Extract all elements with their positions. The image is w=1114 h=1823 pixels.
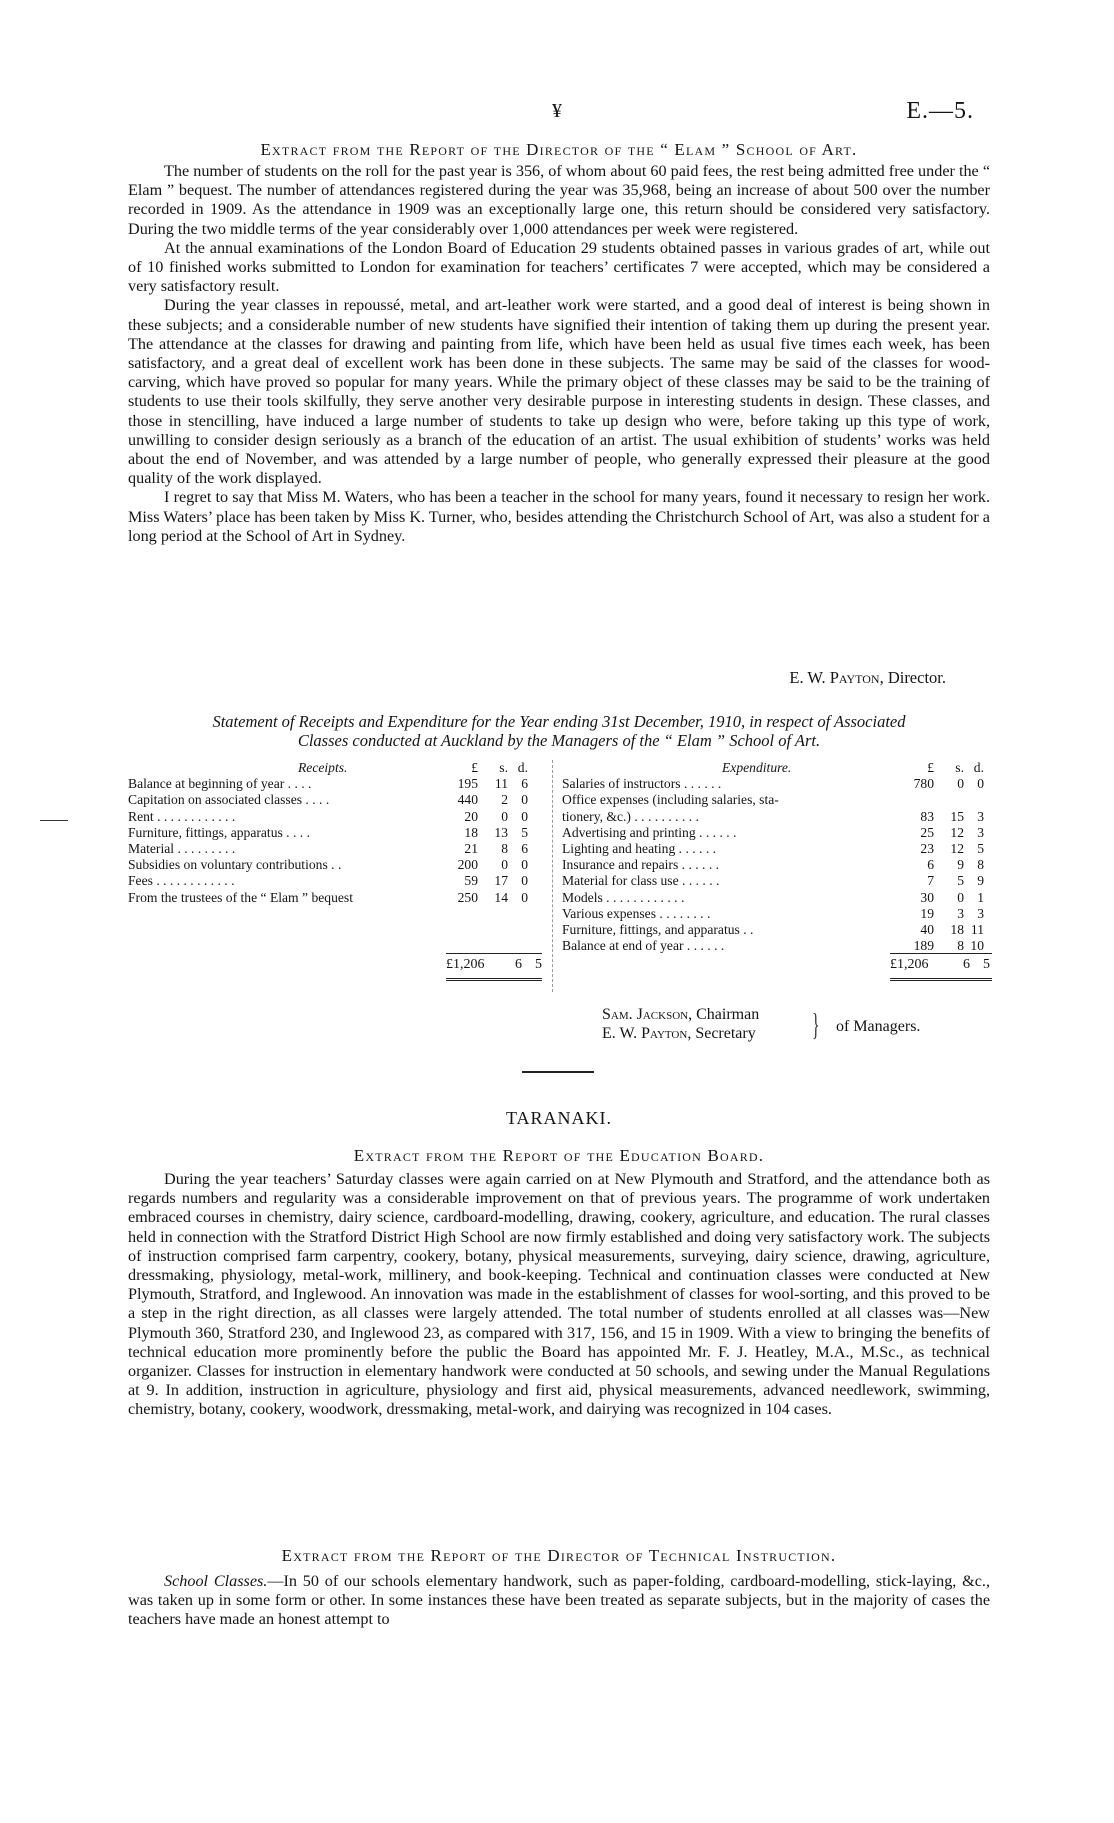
elam-paragraph-2: At the annual examinations of the London Board of Education 29 students obtained passes in various grades of art, while out of 10 finished works submitted to London for examination for teachers’ certificates 7 were accepted, which may be considered a very satisfactory result. bbox=[128, 238, 990, 296]
expenditure-total-rule bbox=[890, 953, 992, 954]
row-pounds: 59 bbox=[464, 873, 478, 889]
row-shillings: 15 bbox=[950, 808, 964, 824]
row-shillings: 12 bbox=[950, 840, 964, 856]
table-row bbox=[128, 825, 546, 841]
row-pence: 3 bbox=[977, 824, 984, 840]
expenditure-column bbox=[562, 760, 992, 954]
row-pence: 9 bbox=[977, 873, 984, 889]
region-heading: TARANAKI. bbox=[505, 1108, 613, 1128]
chairman-name: Sam. Jackson bbox=[602, 1006, 689, 1023]
expenditure-total-double-rule bbox=[890, 978, 992, 981]
row-shillings: 9 bbox=[957, 857, 964, 873]
row-label: Lighting and heating . . . . . . bbox=[562, 840, 717, 856]
table-row bbox=[562, 857, 992, 873]
row-pence: 6 bbox=[521, 776, 528, 792]
table-row bbox=[128, 776, 546, 792]
secretary-name: E. W. Payton bbox=[602, 1025, 688, 1042]
table-row bbox=[562, 792, 992, 808]
page-reference: E.—5. bbox=[906, 98, 974, 124]
receipts-total-double-rule bbox=[446, 978, 542, 981]
row-label: Salaries of instructors . . . . . . bbox=[562, 776, 722, 792]
row-label: Various expenses . . . . . . . . bbox=[562, 905, 711, 921]
row-shillings: 12 bbox=[950, 824, 964, 840]
row-pence: 11 bbox=[970, 921, 984, 937]
table-row bbox=[128, 792, 546, 808]
elam-body bbox=[128, 162, 990, 546]
receipts-total-shillings: 6 bbox=[515, 957, 522, 972]
table-row bbox=[128, 809, 546, 825]
receipts-total-rule bbox=[446, 953, 542, 954]
table-row bbox=[562, 809, 992, 825]
row-pence: 8 bbox=[977, 857, 984, 873]
expenditure-header-row bbox=[562, 760, 992, 776]
section-divider bbox=[522, 1071, 594, 1073]
row-pounds: 250 bbox=[457, 889, 478, 905]
row-pounds: 23 bbox=[920, 840, 934, 856]
receipts-rows bbox=[128, 776, 546, 906]
expenditure-total bbox=[890, 957, 992, 973]
managers-signatures bbox=[602, 1005, 759, 1043]
receipts-total-pounds: £1,206 bbox=[446, 957, 485, 972]
pence-header: d. bbox=[517, 760, 528, 775]
row-pence: 6 bbox=[521, 840, 528, 856]
table-row bbox=[562, 938, 992, 954]
row-pence: 0 bbox=[521, 873, 528, 889]
row-label: Capitation on associated classes . . . . bbox=[128, 792, 330, 808]
table-row bbox=[128, 841, 546, 857]
pounds-header: £ bbox=[471, 760, 478, 775]
taranaki-paragraph-1: During the year teachers’ Saturday classes were again carried on at New Plymouth and Stratford, and the attendance both as regards numbers and regularity was a considerable improvement on that of previous years. The programme of work undertaken embraced courses in chemistry, dairy science, cardboard-modelling, drawing, cookery, agriculture, and education. The rural classes held in connection with the Stratford District High School are now firmly established and doing very satisfactory work. The subjects of instruction comprised farm carpentry, cookery, botany, physical measurements, surveying, dairy science, drawing, agriculture, dressmaking, physiology, metal-work, millinery, and book-keeping. Technical and continuation classes were conducted at New Plymouth, Stratford, and Inglewood. An innovation was made in the establishment of classes for wool-sorting, and this proved to be a step in the right direction, as all classes were largely attended. The total number of students enrolled at all classes was—New Plymouth 360, Stratford 230, and Inglewood 23, as compared with 317, 156, and 15 in 1909. With a view to bringing the benefits of technical education more prominently before the public the Board has appointed Mr. F. J. Heatley, M.A., M.Sc., as technical organizer. Classes for instruction in elementary handwork were conducted at 50 schools, and sewing under the Manual Regulations at 9. In addition, instruction in agriculture, physiology and first aid, physical measurements, advanced needlework, swimming, chemistry, botany, cookery, woodwork, dressmaking, metal-work, and dairying was recognized in 104 cases. bbox=[128, 1170, 990, 1419]
row-pounds: 200 bbox=[457, 857, 478, 873]
receipts-total bbox=[446, 957, 542, 973]
elam-heading: Extract from the Report of the Director of the “ Elam ” School of Art. bbox=[260, 140, 858, 159]
receipts-column bbox=[128, 760, 546, 906]
expenditure-total-shillings: 6 bbox=[963, 957, 970, 972]
technical-paragraph-text: —In 50 of our schools elementary handwork, such as paper-folding, cardboard-modelling, stick-laying, &c., was taken up in some form or other. In some instances these have been treated as separate subjects, but in the majority of cases the teachers have made an honest attempt to bbox=[128, 1572, 990, 1629]
table-row bbox=[562, 776, 992, 792]
row-pence: 0 bbox=[521, 889, 528, 905]
row-pence: 0 bbox=[521, 857, 528, 873]
statement-title-line-2: Classes conducted at Auckland by the Managers of the “ Elam ” School of Art. bbox=[297, 731, 821, 750]
statement-title-line-1: Statement of Receipts and Expenditure for the Year ending 31st December, 1910, in respect of Associated bbox=[212, 712, 906, 731]
row-label: Models . . . . . . . . . . . . bbox=[562, 889, 685, 905]
row-pounds: 6 bbox=[927, 857, 934, 873]
row-label: tionery, &c.) . . . . . . . . . . bbox=[562, 808, 699, 824]
signature-name: E. W. Payton bbox=[789, 668, 880, 687]
technical-body bbox=[128, 1572, 990, 1630]
receipts-header: Receipts. bbox=[298, 760, 348, 775]
signature-title: , Director. bbox=[879, 668, 946, 687]
row-pounds: 83 bbox=[920, 808, 934, 824]
chairman-title: , Chairman bbox=[688, 1006, 760, 1023]
table-row bbox=[128, 857, 546, 873]
row-pence: 10 bbox=[970, 938, 984, 954]
technical-paragraph-1 bbox=[128, 1572, 990, 1630]
row-label: Furniture, fittings, apparatus . . . . bbox=[128, 824, 310, 840]
elam-signature bbox=[789, 668, 946, 688]
row-pence: 5 bbox=[521, 824, 528, 840]
row-shillings: 0 bbox=[501, 808, 508, 824]
row-pence: 3 bbox=[977, 905, 984, 921]
row-label: Furniture, fittings, and apparatus . . bbox=[562, 921, 754, 937]
table-row bbox=[128, 890, 546, 906]
taranaki-body bbox=[128, 1170, 990, 1420]
row-label: Material for class use . . . . . . bbox=[562, 873, 720, 889]
row-shillings: 0 bbox=[957, 889, 964, 905]
row-pounds: 30 bbox=[920, 889, 934, 905]
pounds-header: £ bbox=[927, 760, 934, 775]
row-pounds: 195 bbox=[457, 776, 478, 792]
row-pence: 0 bbox=[521, 792, 528, 808]
row-shillings: 17 bbox=[494, 873, 508, 889]
printer-mark: ¥ bbox=[552, 100, 562, 122]
row-label: Rent . . . . . . . . . . . . bbox=[128, 808, 236, 824]
row-shillings: 0 bbox=[957, 776, 964, 792]
row-label: Subsidies on voluntary contributions . . bbox=[128, 857, 342, 873]
row-shillings: 8 bbox=[957, 938, 964, 954]
table-row bbox=[562, 841, 992, 857]
row-pounds: 21 bbox=[464, 840, 478, 856]
row-shillings: 18 bbox=[950, 921, 964, 937]
table-row bbox=[562, 922, 992, 938]
statement-title bbox=[128, 712, 990, 750]
row-pence: 1 bbox=[977, 889, 984, 905]
row-label: Office expenses (including salaries, sta- bbox=[562, 792, 779, 808]
row-pounds: 189 bbox=[913, 938, 934, 954]
row-pounds: 19 bbox=[920, 905, 934, 921]
taranaki-heading: Extract from the Report of the Education Board. bbox=[353, 1146, 765, 1165]
expenditure-header: Expenditure. bbox=[722, 760, 792, 775]
shillings-header: s. bbox=[499, 760, 508, 775]
row-pence: 0 bbox=[521, 808, 528, 824]
row-pounds: 440 bbox=[457, 792, 478, 808]
table-row bbox=[128, 873, 546, 889]
table-row bbox=[562, 906, 992, 922]
pence-header: d. bbox=[973, 760, 984, 775]
receipts-total-pence: 5 bbox=[535, 957, 542, 972]
technical-lead: School Classes. bbox=[164, 1572, 268, 1590]
brace-symbol: } bbox=[811, 1006, 820, 1042]
row-pounds: 7 bbox=[927, 873, 934, 889]
row-shillings: 3 bbox=[957, 905, 964, 921]
row-shillings: 8 bbox=[501, 840, 508, 856]
receipts-header-row bbox=[128, 760, 546, 776]
elam-paragraph-4: I regret to say that Miss M. Waters, who has been a teacher in the school for many years, found it necessary to resign her work. Miss Waters’ place has been taken by Miss K. Turner, who, besides attending the Christchurch School of Art, was also a student for a long period at the School of Art in Sydney. bbox=[128, 488, 990, 545]
row-pounds: 18 bbox=[464, 824, 478, 840]
row-shillings: 13 bbox=[494, 824, 508, 840]
column-divider bbox=[552, 760, 553, 992]
row-label: Advertising and printing . . . . . . bbox=[562, 824, 737, 840]
of-managers-label: of Managers. bbox=[836, 1018, 921, 1035]
elam-paragraph-1: The number of students on the roll for the past year is 356, of whom about 60 paid fees, the rest being admitted free under the “ Elam ” bequest. The number of attendances registered during the year was 35,968, being an increase of about 500 over the number recorded in 1909. As the attendance in 1909 was an exceptionally large one, this return should be considered very satisfactory. During the two middle terms of the year considerably over 1,000 attendances per week were registered. bbox=[128, 162, 990, 238]
row-pounds: 780 bbox=[913, 776, 934, 792]
row-pence: 5 bbox=[977, 840, 984, 856]
row-pounds: 40 bbox=[920, 921, 934, 937]
secretary-line bbox=[602, 1024, 759, 1043]
margin-mark bbox=[40, 820, 68, 821]
shillings-header: s. bbox=[955, 760, 964, 775]
chairman-line bbox=[602, 1005, 759, 1024]
row-pence: 0 bbox=[977, 776, 984, 792]
row-shillings: 11 bbox=[494, 776, 508, 792]
row-label: Balance at end of year . . . . . . bbox=[562, 938, 725, 954]
secretary-title: , Secretary bbox=[687, 1025, 756, 1042]
row-label: Material . . . . . . . . . bbox=[128, 840, 236, 856]
row-label: Insurance and repairs . . . . . . bbox=[562, 857, 720, 873]
table-row bbox=[562, 873, 992, 889]
elam-paragraph-3: During the year classes in repoussé, metal, and art-leather work were started, and a good deal of interest is being shown in these subjects; and a considerable number of new students have signified their intention of taking them up during the present year. The attendance at the classes for drawing and painting from life, which have been held as usual five times each week, has been satisfactory, and a great deal of excellent work has been done in these subjects. The same may be said of the classes for wood-carving, which have proved so popular for many years. While the primary object of these classes may be said to be the training of students to use their tools skilfully, they serve another very desirable purpose in interesting students in design. These classes, and those in stencilling, have induced a large number of students to take up design who were, before taking up this type of work, unwilling to consider design seriously as a branch of the education of an artist. The usual exhibition of students’ works was held about the end of November, and was attended by a large number of people, who generally expressed their pleasure at the good quality of the work displayed. bbox=[128, 296, 990, 488]
row-shillings: 5 bbox=[957, 873, 964, 889]
row-label: From the trustees of the “ Elam ” bequest bbox=[128, 889, 353, 905]
expenditure-total-pence: 5 bbox=[983, 957, 990, 972]
row-shillings: 2 bbox=[501, 792, 508, 808]
technical-heading: Extract from the Report of the Director of Technical Instruction. bbox=[281, 1546, 837, 1565]
row-pounds: 25 bbox=[920, 824, 934, 840]
row-shillings: 14 bbox=[494, 889, 508, 905]
row-shillings: 0 bbox=[501, 857, 508, 873]
row-label: Balance at beginning of year . . . . bbox=[128, 776, 312, 792]
row-pounds: 20 bbox=[464, 808, 478, 824]
table-row bbox=[562, 825, 992, 841]
row-pence: 3 bbox=[977, 808, 984, 824]
expenditure-total-pounds: £1,206 bbox=[890, 957, 929, 972]
row-label: Fees . . . . . . . . . . . . bbox=[128, 873, 235, 889]
expenditure-rows bbox=[562, 776, 992, 954]
table-row bbox=[562, 890, 992, 906]
